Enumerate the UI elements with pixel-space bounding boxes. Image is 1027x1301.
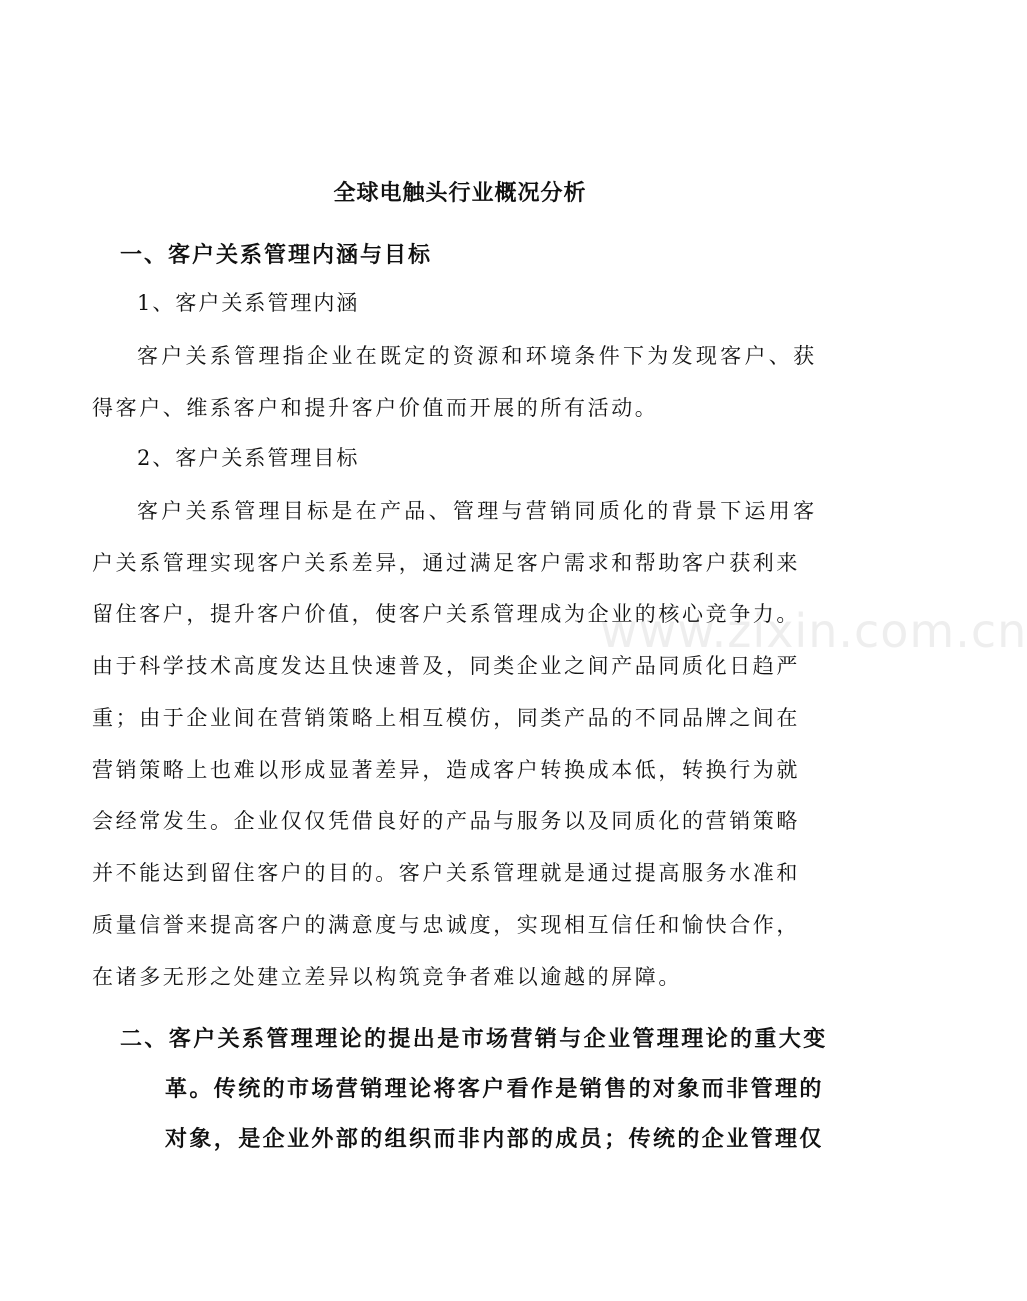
subsection-1-heading: 1、客户关系管理内涵 bbox=[137, 291, 360, 315]
section-2-heading-line: 革。传统的市场营销理论将客户看作是销售的对象而非管理的 bbox=[165, 1076, 824, 1102]
paragraph-line: 并不能达到留住客户的目的。客户关系管理就是通过提高服务水准和 bbox=[92, 861, 800, 885]
paragraph-line: 营销策略上也难以形成显著差异，造成客户转换成本低，转换行为就 bbox=[92, 758, 800, 782]
paragraph-line: 在诸多无形之处建立差异以构筑竞争者难以逾越的屏障。 bbox=[92, 965, 682, 989]
section-2-heading-line: 对象，是企业外部的组织而非内部的成员；传统的企业管理仅 bbox=[165, 1126, 824, 1152]
subsection-2-heading: 2、客户关系管理目标 bbox=[137, 446, 360, 470]
paragraph-line: 留住客户，提升客户价值，使客户关系管理成为企业的核心竞争力。 bbox=[92, 602, 800, 626]
section-2-heading-line: 二、客户关系管理理论的提出是市场营销与企业管理理论的重大变 bbox=[120, 1026, 828, 1052]
paragraph-line: 得客户、维系客户和提升客户价值而开展的所有活动。 bbox=[92, 396, 659, 420]
paragraph-line: 重；由于企业间在营销策略上相互模仿，同类产品的不同品牌之间在 bbox=[92, 706, 800, 730]
paragraph-line: 质量信誉来提高客户的满意度与忠诚度，实现相互信任和愉快合作， bbox=[92, 913, 800, 937]
section-1-heading: 一、客户关系管理内涵与目标 bbox=[120, 242, 433, 268]
paragraph-line: 户关系管理实现客户关系差异，通过满足客户需求和帮助客户获利来 bbox=[92, 551, 800, 575]
paragraph-line: 会经常发生。企业仅仅凭借良好的产品与服务以及同质化的营销策略 bbox=[92, 809, 800, 833]
watermark: www.zixin.com.cn bbox=[600, 604, 1027, 658]
paragraph-line: 由于科学技术高度发达且快速普及，同类企业之间产品同质化日趋严 bbox=[92, 654, 800, 678]
page-title: 全球电触头行业概况分析 bbox=[333, 180, 587, 206]
paragraph-line: 客户关系管理指企业在既定的资源和环境条件下为发现客户、获 bbox=[137, 344, 818, 368]
paragraph-line: 客户关系管理目标是在产品、管理与营销同质化的背景下运用客 bbox=[137, 499, 818, 523]
